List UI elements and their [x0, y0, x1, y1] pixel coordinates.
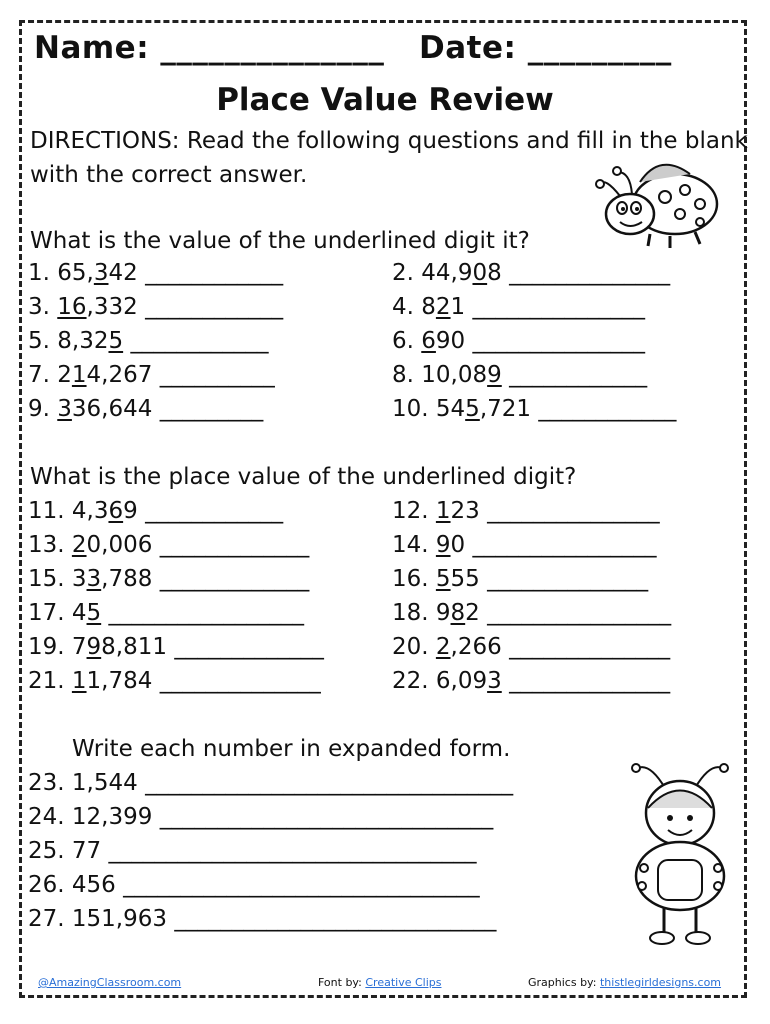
font-credit — [318, 976, 441, 989]
graphics-credit-label: Graphics by: — [528, 976, 597, 989]
number-pre: 54 — [435, 396, 466, 422]
number-pre: 10,08 — [421, 362, 488, 388]
answer-blank[interactable]: ________________________________ — [145, 770, 514, 796]
number-pre: 8 — [421, 294, 436, 320]
number-value: 151,963 — [71, 906, 168, 932]
underlined-digit: 3 — [487, 668, 502, 694]
number-value: 12,399 — [71, 804, 153, 830]
ladybug-icon — [590, 142, 730, 252]
answer-blank[interactable]: ______________ — [159, 668, 321, 694]
question-item — [28, 634, 324, 660]
number-post: 55 — [450, 566, 480, 592]
underlined-digit: 9 — [487, 362, 502, 388]
underlined-digit: 2 — [435, 294, 451, 320]
question-number: 22. — [392, 668, 429, 694]
question-number: 23. — [28, 770, 65, 796]
number-pre: 3 — [71, 566, 87, 592]
number-post: 8 — [487, 260, 502, 286]
question-item — [392, 634, 670, 660]
number-post: 0 — [450, 532, 466, 558]
question-number: 8. — [392, 362, 414, 388]
answer-blank[interactable]: ______________ — [509, 634, 671, 660]
question-number: 2. — [392, 260, 414, 286]
question-number: 27. — [28, 906, 65, 932]
expanded-form-item — [28, 804, 493, 830]
answer-blank[interactable]: _____________ — [159, 532, 310, 558]
question-number: 13. — [28, 532, 65, 558]
question-number: 9. — [28, 396, 50, 422]
underlined-digit: 8 — [450, 600, 466, 626]
question-item — [392, 668, 670, 694]
question-item — [392, 566, 648, 592]
question-number: 12. — [392, 498, 429, 524]
question-item — [28, 362, 275, 388]
underlined-digit: 1 — [71, 362, 87, 388]
question-number: 15. — [28, 566, 65, 592]
number-post: 2 — [465, 600, 480, 626]
expanded-form-item — [28, 872, 480, 898]
number-post: ,332 — [86, 294, 138, 320]
underlined-digit: 3 — [57, 396, 72, 422]
question-number: 18. — [392, 600, 429, 626]
header — [34, 30, 672, 66]
answer-blank[interactable]: _________________ — [108, 600, 304, 626]
answer-blank[interactable]: _______________ — [487, 498, 660, 524]
section2-prompt: What is the place value of the underlined digit? — [30, 464, 577, 490]
credit-site-link[interactable]: @AmazingClassroom.com — [38, 976, 182, 989]
number-post: ,721 — [479, 396, 532, 422]
underlined-digit: 16 — [57, 294, 87, 320]
question-number: 5. — [28, 328, 50, 354]
underlined-digit: 6 — [108, 498, 124, 524]
answer-blank[interactable]: _______________ — [472, 294, 645, 320]
date-blank[interactable]: _________ — [527, 30, 672, 66]
question-number: 16. — [392, 566, 429, 592]
number-pre: 8,32 — [57, 328, 109, 354]
answer-blank[interactable]: ______________ — [509, 668, 671, 694]
directions: DIRECTIONS: Read the following questions and fill in the blank with the correct answer. — [30, 128, 748, 188]
answer-blank[interactable]: ______________ — [487, 566, 649, 592]
answer-blank[interactable]: _______________ — [472, 328, 645, 354]
underlined-digit: 3 — [93, 260, 109, 286]
font-credit-link[interactable]: Creative Clips — [365, 976, 442, 989]
number-post: 0,006 — [86, 532, 153, 558]
underlined-digit: 2 — [71, 532, 87, 558]
answer-blank[interactable]: ____________________________ — [174, 906, 497, 932]
section1-prompt: What is the value of the underlined digit it? — [30, 228, 530, 254]
expanded-form-item — [28, 906, 496, 932]
question-number: 21. — [28, 668, 65, 694]
question-number: 10. — [392, 396, 429, 422]
number-pre: 9 — [435, 600, 451, 626]
question-item — [28, 668, 321, 694]
answer-blank[interactable]: __________ — [159, 362, 275, 388]
answer-blank[interactable]: _____________ — [174, 634, 324, 660]
answer-blank[interactable]: ____________ — [130, 328, 269, 354]
underlined-digit: 3 — [86, 566, 102, 592]
answer-blank[interactable]: ____________ — [145, 498, 284, 524]
number-value: 456 — [71, 872, 116, 898]
credit-site[interactable] — [38, 976, 181, 989]
question-item — [392, 498, 660, 524]
question-item — [28, 328, 268, 354]
question-number: 1. — [28, 260, 50, 286]
underlined-digit: 5 — [435, 566, 451, 592]
question-number: 14. — [392, 532, 429, 558]
answer-blank[interactable]: ____________ — [509, 362, 648, 388]
question-number: 25. — [28, 838, 65, 864]
number-pre: 6,09 — [435, 668, 488, 694]
question-item — [392, 396, 676, 422]
question-number: 11. — [28, 498, 65, 524]
question-item — [392, 362, 647, 388]
number-post: 36,644 — [71, 396, 153, 422]
number-post: 90 — [435, 328, 466, 354]
question-number: 4. — [392, 294, 414, 320]
number-post: 8,811 — [101, 634, 168, 660]
question-item — [392, 532, 656, 558]
question-item — [392, 328, 645, 354]
number-post: 9 — [123, 498, 138, 524]
answer-blank[interactable]: ________________________________ — [108, 838, 477, 864]
question-item — [28, 498, 283, 524]
answer-blank[interactable]: ____________ — [538, 396, 677, 422]
answer-blank[interactable]: ________________ — [487, 600, 672, 626]
number-post: 4,267 — [86, 362, 153, 388]
question-item — [392, 260, 670, 286]
number-pre: 2 — [57, 362, 72, 388]
question-number: 7. — [28, 362, 50, 388]
answer-blank[interactable]: _________ — [159, 396, 264, 422]
expanded-form-item — [28, 838, 476, 864]
answer-blank[interactable]: ________________ — [472, 532, 657, 558]
underlined-digit: 5 — [465, 396, 480, 422]
underlined-digit: 0 — [472, 260, 488, 286]
number-pre: 44,9 — [421, 260, 473, 286]
question-number: 26. — [28, 872, 65, 898]
answer-blank[interactable]: ______________ — [509, 260, 671, 286]
number-value: 77 — [71, 838, 102, 864]
question-number: 6. — [392, 328, 414, 354]
question-item — [392, 294, 645, 320]
underlined-digit: 9 — [86, 634, 102, 660]
font-credit-label: Font by: — [318, 976, 362, 989]
underlined-digit: 2 — [435, 634, 451, 660]
answer-blank[interactable]: _______________________________ — [123, 872, 480, 898]
expanded-form-item — [28, 770, 513, 796]
question-item — [28, 294, 283, 320]
name-label: Name: — [34, 30, 150, 66]
question-item — [28, 260, 283, 286]
number-post: 1,784 — [86, 668, 153, 694]
name-blank[interactable]: ______________ — [160, 30, 385, 66]
date-label: Date: — [418, 30, 517, 66]
underlined-digit: 9 — [435, 532, 451, 558]
question-number: 3. — [28, 294, 50, 320]
underlined-digit: 6 — [421, 328, 436, 354]
question-number: 17. — [28, 600, 65, 626]
number-value: 1,544 — [71, 770, 138, 796]
question-item — [392, 600, 671, 626]
question-item — [28, 600, 304, 626]
underlined-digit: 1 — [71, 668, 87, 694]
question-number: 20. — [392, 634, 429, 660]
section3-prompt: Write each number in expanded form. — [72, 736, 511, 762]
ladybug-girl-icon — [620, 758, 740, 948]
question-number: 24. — [28, 804, 65, 830]
underlined-digit: 5 — [108, 328, 124, 354]
number-pre: 4,3 — [71, 498, 109, 524]
question-item — [28, 566, 309, 592]
number-post: ,266 — [450, 634, 502, 660]
number-pre: 4 — [71, 600, 87, 626]
answer-blank[interactable]: _____________________________ — [159, 804, 494, 830]
question-number: 19. — [28, 634, 65, 660]
number-post: 1 — [450, 294, 466, 320]
number-post: 42 — [108, 260, 138, 286]
underlined-digit: 5 — [86, 600, 102, 626]
answer-blank[interactable]: _____________ — [159, 566, 310, 592]
number-pre: 65, — [57, 260, 94, 286]
graphics-credit-link[interactable]: thistlegirldesigns.com — [599, 976, 722, 989]
number-post: ,788 — [101, 566, 153, 592]
number-post: 23 — [450, 498, 480, 524]
number-pre: 7 — [71, 634, 87, 660]
underlined-digit: 1 — [435, 498, 451, 524]
answer-blank[interactable]: ____________ — [145, 294, 284, 320]
question-item — [28, 396, 263, 422]
worksheet-title: Place Value Review — [216, 82, 554, 118]
answer-blank[interactable]: ____________ — [145, 260, 284, 286]
question-item — [28, 532, 309, 558]
graphics-credit — [528, 976, 721, 989]
